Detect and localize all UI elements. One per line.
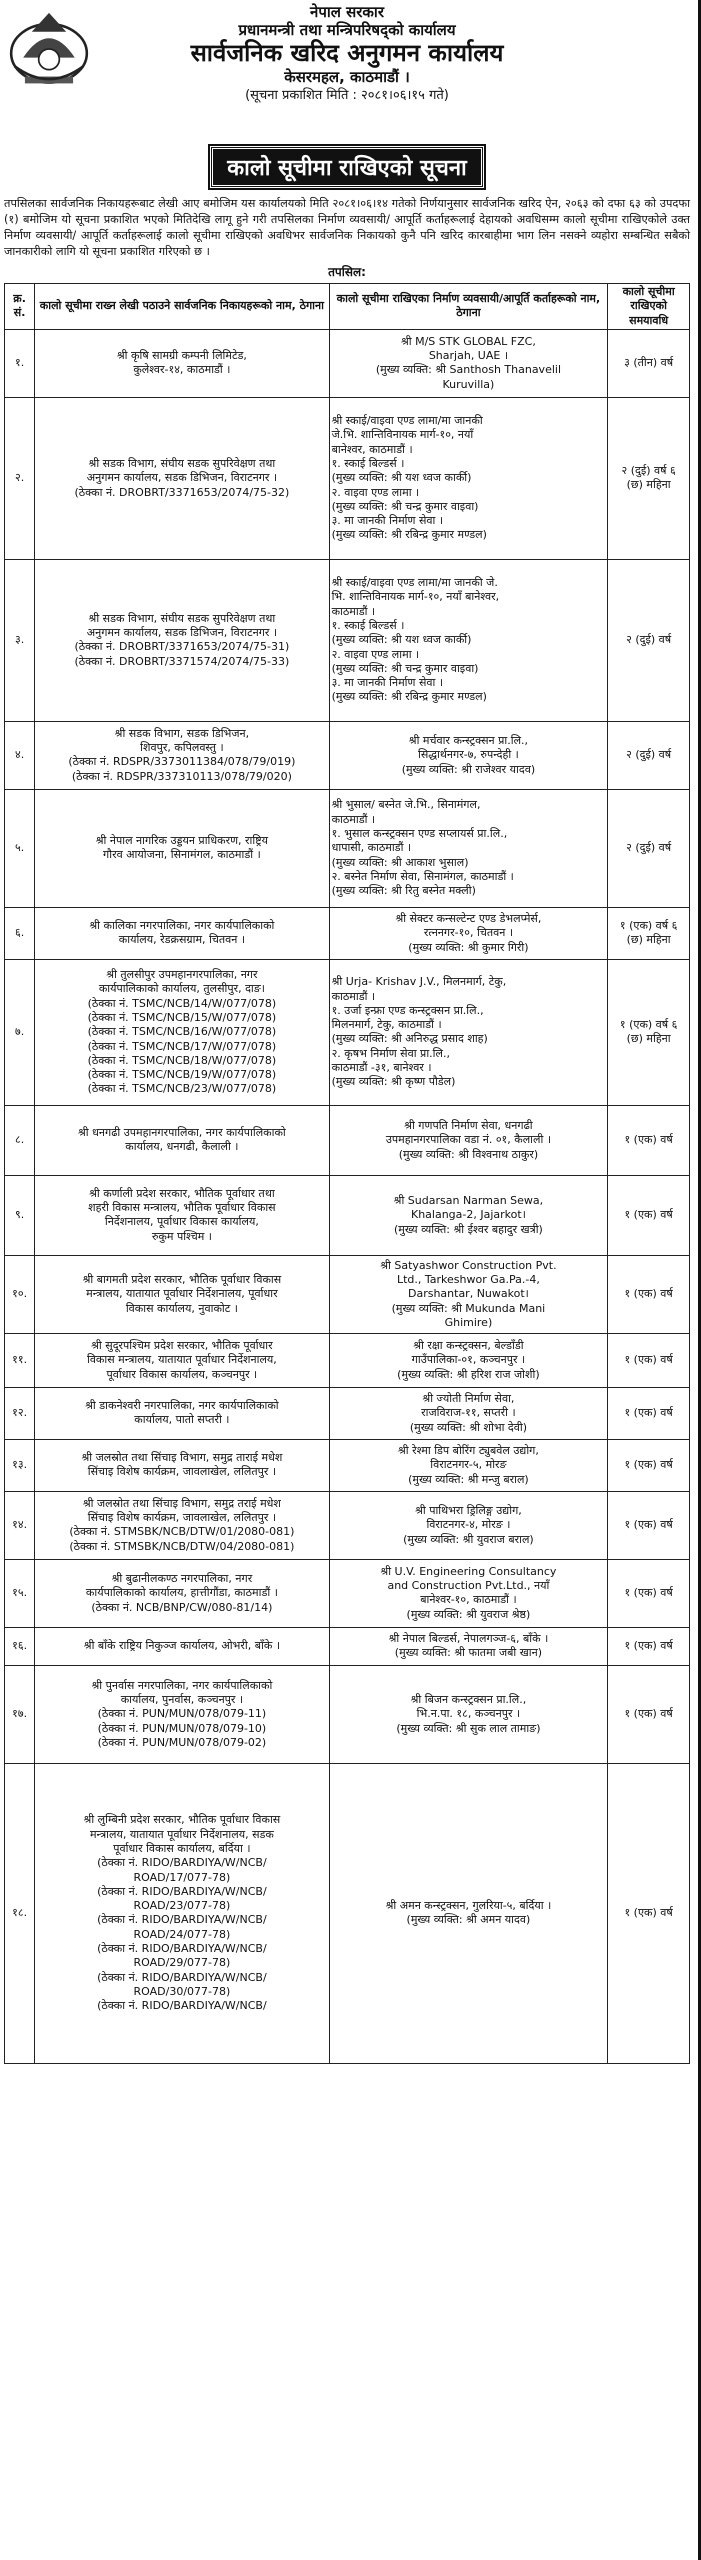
row-firm-line: ३. मा जानकी निर्माण सेवा । [331, 514, 444, 528]
row-firm-line: श्री स्काई/वाइवा एण्ड लामा/मा जानकी जे. [331, 576, 498, 590]
header-firm: कालो सूचीमा राखिएका निर्माण व्यवसायी/आपूर्ति कर्ताहरूको नाम, ठेगाना [329, 284, 608, 330]
row-duration-line: १ (एक) वर्ष [624, 1707, 673, 1721]
row-firm-line: जे.भि. शान्तिविनायक मार्ग-१०, नयाँ [331, 428, 474, 442]
table-row [5, 1333, 690, 1387]
row-duration [608, 329, 690, 397]
row-firm-line: (मुख्य व्यक्ति: श्री रबिन्द्र कुमार मण्डल) [331, 690, 487, 704]
row-serial: ११. [5, 1333, 35, 1387]
row-office-line: ROAD/29/077-78) [133, 1956, 231, 1970]
row-duration-line: २ (दुई) वर्ष [626, 841, 672, 855]
row-firm-line: (मुख्य व्यक्ति: श्री यश ध्वज कार्की) [331, 471, 472, 485]
row-office-line: कार्यालय, पुनर्वास, कञ्चनपुर । [120, 1692, 244, 1706]
header-duration: कालो सूचीमा राखिएको समयावधि [608, 284, 690, 330]
table-header-row [5, 284, 690, 330]
row-office-line: कार्यालय, रेडक्रसग्राम, चितवन । [118, 933, 246, 947]
row-duration [608, 959, 690, 1105]
row-firm-line: श्री बिजन कन्स्ट्रक्सन प्रा.लि., [410, 1692, 527, 1706]
row-office-line: (ठेक्का नं. PUN/MUN/078/079-02) [97, 1735, 267, 1749]
row-firm-line: मिलनमार्ग, टेकु, काठमाडौं । [331, 1018, 442, 1032]
row-office-line: सिंचाइ विशेष कार्यक्रम, जावलाखेल, ललितपुर । [87, 1465, 277, 1479]
row-firm-line: विराटनगर-५, मोरङ [430, 1458, 507, 1472]
row-office-line: पूर्वाधार विकास कार्यालय, कञ्चनपुर । [106, 1367, 258, 1381]
row-firm-line: श्री Satyashwor Construction Pvt. [380, 1258, 557, 1272]
row-firm-line: (मुख्य व्यक्ति: श्री युवराज श्रेष्ठ) [406, 1607, 531, 1621]
row-office [35, 1105, 329, 1175]
table-row [5, 1105, 690, 1175]
row-firm-line: Sharjah, UAE । [428, 349, 508, 363]
table-row [5, 1255, 690, 1333]
row-firm-line: श्री नेपाल बिल्डर्स, नेपालगञ्ज-६, बाँके । [388, 1632, 549, 1646]
blacklist-table [4, 283, 690, 2064]
row-firm-line: बानेश्वर-१०, काठमाडौं । [420, 1593, 517, 1607]
row-office [35, 1559, 329, 1627]
row-duration [608, 397, 690, 559]
row-firm-line: (मुख्य व्यक्ति: श्री युवराज बराल) [403, 1532, 534, 1546]
row-firm-line: राजविराज-११, सप्तरी । [421, 1406, 516, 1420]
row-office [35, 1387, 329, 1439]
row-office-line: (ठेक्का नं. DROBRT/3371653/2074/75-32) [74, 485, 290, 499]
row-firm-line: (मुख्य व्यक्ति: श्री कृष्ण पौडेल) [331, 1075, 456, 1089]
row-firm-line: काठमाडौं । [331, 812, 376, 826]
row-firm [329, 1439, 608, 1491]
row-office-line: (ठेक्का नं. RDSPR/337310113/078/79/020) [71, 769, 292, 783]
row-duration-line: १ (एक) वर्ष ६ [619, 1018, 678, 1032]
row-firm-line: (मुख्य व्यक्ति: श्री ईश्वर बहादुर खत्री) [393, 1222, 543, 1236]
row-office-line: श्री तुलसीपुर उपमहानगरपालिका, नगर [106, 968, 258, 982]
row-firm-line: भि. शान्तिविनायक मार्ग-१०, नयाँ बानेश्वर, [331, 590, 500, 604]
row-firm [329, 1387, 608, 1439]
table-row [5, 1665, 690, 1763]
row-office-line: श्री लुम्बिनी प्रदेश सरकार, भौतिक पूर्वाधार विकास [83, 1813, 281, 1827]
table-row [5, 907, 690, 959]
row-office-line: गौरव आयोजना, सिनामंगल, काठमाडौं । [103, 848, 261, 862]
row-firm-line: धापासी, काठमाडौं । [331, 841, 412, 855]
row-firm-line: (मुख्य व्यक्ति: श्री हरिश राज जोशी) [397, 1367, 540, 1381]
row-serial: ३. [5, 559, 35, 721]
row-office-line: श्री सडक विभाग, संघीय सडक सुपरिवेक्षण तथा [88, 456, 276, 470]
header-publish-date: (सूचना प्रकाशित मिति : २०८१।०६।१५ गते) [245, 88, 449, 103]
row-firm-line: (मुख्य व्यक्ति: श्री राजेश्वर यादव) [401, 762, 536, 776]
row-firm-line: (मुख्य व्यक्ति: श्री यश ध्वज कार्की) [331, 633, 472, 647]
row-firm [329, 907, 608, 959]
row-office-line: (ठेक्का नं. DROBRT/3371574/2074/75-33) [74, 654, 290, 668]
row-firm [329, 1763, 608, 2063]
row-office [35, 1175, 329, 1255]
row-office-line: श्री सडक विभाग, सडक डिभिजन, [114, 726, 250, 740]
row-duration-line: (छ) महिना [626, 478, 671, 492]
header-line-2: प्रधानमन्त्री तथा मन्त्रिपरिषद्को कार्यालय [238, 21, 456, 39]
row-office-line: (ठेक्का नं. RIDO/BARDIYA/W/NCB/ [97, 1970, 267, 1984]
row-duration [608, 1491, 690, 1559]
row-duration [608, 559, 690, 721]
row-serial: १४. [5, 1491, 35, 1559]
row-office [35, 907, 329, 959]
row-firm-line: (मुख्य व्यक्ति: श्री कुमार गिरी) [408, 940, 529, 954]
row-duration-line: १ (एक) वर्ष [624, 1208, 673, 1222]
table-row [5, 397, 690, 559]
row-serial: ८. [5, 1105, 35, 1175]
row-office [35, 1627, 329, 1665]
row-firm-line: (मुख्य व्यक्ति: श्री रितु बस्नेत मक्ली) [331, 884, 476, 898]
row-office-line: अनुगमन कार्यालय, सडक डिभिजन, विराटनगर । [86, 626, 278, 640]
row-office-line: मन्त्रालय, यातायात पूर्वाधार निर्देशनालय, सडक [89, 1827, 274, 1841]
row-office-line: (ठेक्का नं. STMSBK/NCB/DTW/01/2080-081) [69, 1525, 295, 1539]
row-office-line: श्री कालिका नगरपालिका, नगर कार्यपालिकाको [89, 919, 275, 933]
row-office-line: श्री धनगढी उपमहानगरपालिका, नगर कार्यपालिकाको [78, 1126, 286, 1140]
header [4, 4, 690, 142]
row-office-line: श्री कर्णाली प्रदेश सरकार, भौतिक पूर्वाधार तथा [89, 1186, 275, 1200]
row-firm [329, 1255, 608, 1333]
row-firm-line: श्री पाथिभरा ड्रिलिङ्ग उद्योग, [415, 1503, 522, 1517]
row-office-line: (ठेक्का नं. RIDO/BARDIYA/W/NCB/ [97, 1941, 267, 1955]
row-office-line: ROAD/23/077-78) [133, 1899, 231, 1913]
nepal-government-emblem-icon [6, 6, 92, 92]
row-office-line: श्री सडक विभाग, संघीय सडक सुपरिवेक्षण तथा [88, 611, 276, 625]
table-body [5, 329, 690, 2063]
row-office-line: ROAD/24/077-78) [133, 1927, 231, 1941]
row-firm-line: (मुख्य व्यक्ति: श्री अमन यादव) [406, 1913, 531, 1927]
row-firm-line: २. बस्नेत निर्माण सेवा, सिनामंगल, काठमाडौं । [331, 869, 514, 883]
row-office-line: कुलेश्वर-१४, काठमाडौं । [133, 363, 231, 377]
row-serial: १२. [5, 1387, 35, 1439]
row-serial: ७. [5, 959, 35, 1105]
row-duration-line: १ (एक) वर्ष [624, 1406, 673, 1420]
row-office-line: शिवपुर, कपिलवस्तु । [140, 741, 224, 755]
banner-wrap [4, 146, 690, 188]
row-office-line: (ठेक्का नं. TSMC/NCB/17/W/077/078) [87, 1039, 277, 1053]
row-office-line: श्री बुढानीलकण्ठ नगरपालिका, नगर [111, 1571, 253, 1585]
row-firm-line: श्री गणपति निर्माण सेवा, धनगढी [404, 1118, 533, 1132]
row-firm [329, 397, 608, 559]
table-row [5, 329, 690, 397]
row-firm-line: १. स्काई बिल्डर्स । [331, 618, 405, 632]
row-firm-line: (मुख्य व्यक्ति: श्री शोभा देवी) [409, 1420, 528, 1434]
row-office-line: श्री बाँके राष्ट्रिय निकुञ्ज कार्यालय, ओभरी, बाँके । [83, 1639, 280, 1653]
row-office-line: (ठेक्का नं. DROBRT/3371653/2074/75-31) [74, 640, 290, 654]
row-firm [329, 1333, 608, 1387]
table-row [5, 1439, 690, 1491]
row-duration [608, 1627, 690, 1665]
row-duration [608, 1333, 690, 1387]
row-serial: १३. [5, 1439, 35, 1491]
table-row [5, 559, 690, 721]
row-office-line: पूर्वाधार विकास कार्यालय, बर्दिया । [113, 1841, 251, 1855]
table-row [5, 1763, 690, 2063]
row-office-line: श्री पुनर्वास नगरपालिका, नगर कार्यपालिकाको [91, 1678, 273, 1692]
row-firm-line: (मुख्य व्यक्ति: श्री रबिन्द्र कुमार मण्डल) [331, 528, 487, 542]
header-address: केसरमहल, काठमाडौं । [284, 68, 410, 86]
table-row [5, 1491, 690, 1559]
row-firm [329, 329, 608, 397]
row-office [35, 959, 329, 1105]
row-duration [608, 1255, 690, 1333]
row-firm-line: श्री Sudarsan Narman Sewa, [393, 1193, 544, 1207]
row-firm-line: Darshantar, Nuwakot। [407, 1287, 529, 1301]
row-firm-line: (मुख्य व्यक्ति: श्री चन्द्र कुमार वाइवा) [331, 499, 479, 513]
row-office-line: श्री सुदूरपश्चिम प्रदेश सरकार, भौतिक पूर्वाधार [91, 1338, 273, 1352]
row-firm-line: Khalanga-2, Jajarkot। [410, 1208, 526, 1222]
row-duration [608, 1387, 690, 1439]
row-duration-line: १ (एक) वर्ष [624, 1287, 673, 1301]
row-firm-line: (मुख्य व्यक्ति: श्री आकाश भुसाल) [331, 855, 469, 869]
table-row [5, 721, 690, 789]
row-office-line: कार्यालय, पातो सप्तरी । [134, 1413, 230, 1427]
row-office-line: विकास कार्यालय, नुवाकोट । [125, 1301, 238, 1315]
row-duration [608, 1439, 690, 1491]
row-firm-line: (मुख्य व्यक्ति: श्री फातमा जबी खान) [394, 1646, 543, 1660]
row-firm-line: Kuruvilla) [442, 377, 495, 391]
row-firm-line: सिद्धार्थनगर-७, रुपन्देही । [417, 748, 519, 762]
row-office-line: (ठेक्का नं. RIDO/BARDIYA/W/NCB/ [97, 1913, 267, 1927]
row-firm-line: विराटनगर-४, मोरङ । [426, 1518, 511, 1532]
row-office [35, 329, 329, 397]
row-office-line: निर्देशनालय, पूर्वाधार विकास कार्यालय, [104, 1215, 259, 1229]
row-firm [329, 1491, 608, 1559]
row-firm-line: (मुख्य व्यक्ति: श्री अनिरुद्ध प्रसाद शाह) [331, 1032, 488, 1046]
row-office-line: मन्त्रालय, यातायात पूर्वाधार निर्देशनालय, पूर्वाधार [86, 1287, 278, 1301]
row-serial: ९. [5, 1175, 35, 1255]
row-firm-line: काठमाडौं । [331, 989, 376, 1003]
row-firm-line: २. कृषभ निर्माण सेवा प्रा.लि., [331, 1046, 450, 1060]
row-serial: ६. [5, 907, 35, 959]
row-duration-line: १ (एक) वर्ष ६ [619, 919, 678, 933]
row-office [35, 1333, 329, 1387]
table-row [5, 789, 690, 907]
row-firm-line: १. स्काई बिल्डर्स । [331, 456, 405, 470]
row-duration-line: ३ (तीन) वर्ष [624, 356, 674, 370]
row-firm-line: १. उर्जा इन्फ्रा एण्ड कन्स्ट्रक्सन प्रा.लि., [331, 1003, 484, 1017]
row-office-line: (ठेक्का नं. TSMC/NCB/16/W/077/078) [87, 1025, 277, 1039]
row-serial: १८. [5, 1763, 35, 2063]
row-office-line: श्री जलस्रोत तथा सिंचाइ विभाग, समुद्र ताराई मधेश [81, 1451, 283, 1465]
row-office-line: (ठेक्का नं. RDSPR/3373011384/078/79/019) [68, 755, 296, 769]
row-duration-line: २ (दुई) वर्ष [626, 748, 672, 762]
row-firm [329, 721, 608, 789]
row-firm-line: (मुख्य व्यक्ति: श्री Mukunda Mani [391, 1301, 546, 1315]
table-row [5, 1559, 690, 1627]
row-office-line: (ठेक्का नं. RIDO/BARDIYA/W/NCB/ [97, 1884, 267, 1898]
row-firm-line: काठमाडौं । [331, 604, 376, 618]
row-office [35, 559, 329, 721]
header-serial: क्र. सं. [5, 284, 35, 330]
row-duration-line: २ (दुई) वर्ष [626, 633, 672, 647]
row-serial: २. [5, 397, 35, 559]
row-office-line: (ठेक्का नं. STMSBK/NCB/DTW/04/2080-081) [69, 1539, 295, 1553]
row-firm-line: रत्ननगर-१०, चितवन । [423, 926, 513, 940]
row-duration [608, 721, 690, 789]
row-office-line: श्री डाकनेश्वरी नगरपालिका, नगर कार्यपालिकाको [85, 1399, 279, 1413]
row-firm [329, 1105, 608, 1175]
row-duration [608, 907, 690, 959]
row-duration [608, 1175, 690, 1255]
row-office-line: ROAD/30/077-78) [133, 1984, 231, 1998]
row-office-line: (ठेक्का नं. PUN/MUN/078/079-11) [97, 1707, 267, 1721]
row-office-line: विकास मन्त्रालय, यातायात पूर्वाधार निर्देशनालय, [86, 1353, 277, 1367]
row-firm-line: श्री रेश्मा डिप बोरिंग ट्युबवेल उद्योग, [397, 1443, 539, 1457]
row-office-line: (ठेक्का नं. RIDO/BARDIYA/W/NCB/ [97, 1999, 267, 2013]
row-firm-line: (मुख्य व्यक्ति: श्री चन्द्र कुमार वाइवा) [331, 661, 479, 675]
row-firm-line: and Construction Pvt.Ltd., नयाँ [387, 1579, 550, 1593]
row-office [35, 789, 329, 907]
row-office-line: श्री जलस्रोत तथा सिंचाइ विभाग, समुद्र तराई मधेश [82, 1496, 281, 1510]
row-firm-line: ३. मा जानकी निर्माण सेवा । [331, 676, 444, 690]
row-duration-line: १ (एक) वर्ष [624, 1639, 673, 1653]
row-office-line: ROAD/17/077-78) [133, 1870, 231, 1884]
header-office-title: सार्वजनिक खरिद अनुगमन कार्यालय [190, 39, 504, 67]
row-firm [329, 559, 608, 721]
row-office [35, 397, 329, 559]
row-duration-line: (छ) महिना [626, 1032, 671, 1046]
row-office-line: अनुगमन कार्यालय, सडक डिभिजन, विराटनगर । [86, 471, 278, 485]
row-firm-line: श्री ज्योती निर्माण सेवा, [422, 1391, 515, 1405]
row-office-line: (ठेक्का नं. PUN/MUN/078/079-10) [97, 1721, 267, 1735]
row-office-line: (ठेक्का नं. NCB/BNP/CW/080-81/14) [91, 1600, 273, 1614]
row-duration [608, 1559, 690, 1627]
row-office [35, 1255, 329, 1333]
row-office-line: (ठेक्का नं. TSMC/NCB/23/W/077/078) [87, 1082, 277, 1096]
row-office-line: (ठेक्का नं. TSMC/NCB/15/W/077/078) [87, 1010, 277, 1024]
row-serial: १०. [5, 1255, 35, 1333]
row-firm-line: (मुख्य व्यक्ति: श्री Santhosh Thanavelil [375, 363, 562, 377]
row-serial: ५. [5, 789, 35, 907]
row-firm-line: श्री भुसाल/ बस्नेत जे.भि., सिनामंगल, [331, 798, 481, 812]
intro-paragraph: तपसिलका सार्वजनिक निकायहरूबाट लेखी आए बमोजिम यस कार्यालयको मिति २०८१।०६।१४ गतेको निर्णयानुसार सार्वजनिक खरिद ऐन, २०६३ को दफा ६३ को उपदफा (१) बमोजिम यो सूचना प्रकाशित भएको मितिदेखि लागू हुने गरी तपसिलका निर्माण व्यवसायी/ आपूर्ति कर्ताहरूलाई देहायको अवधिसम्म कालो सूचीमा राखिएकोले उक्त निर्माण व्यवसायी/ आपूर्ति कर्ताहरूलाई कालो सूचीमा राखिएको अवधिभर सार्वजनिक निकायको कुनै पनि खरिद कारबाहीमा भाग लिन नसक्ने व्यहोरा सम्बन्धित सबैको जानकारीको लागि यो सूचना प्रकाशित गरिएको छ । [4, 197, 690, 258]
row-firm-line: २. वाइवा एण्ड लामा । [331, 485, 420, 499]
row-office [35, 721, 329, 789]
row-office [35, 1439, 329, 1491]
row-serial: ४. [5, 721, 35, 789]
row-firm-line: भि.न.पा. १८, कञ्चनपुर । [416, 1707, 521, 1721]
row-firm [329, 1627, 608, 1665]
table-row [5, 1627, 690, 1665]
table-row [5, 959, 690, 1105]
row-office-line: रुकुम पश्चिम । [151, 1229, 212, 1243]
row-firm [329, 1559, 608, 1627]
row-duration-line: १ (एक) वर्ष [624, 1906, 673, 1920]
row-office [35, 1763, 329, 2063]
table-row [5, 1175, 690, 1255]
row-office-line: कार्यपालिकाको कार्यालय, तुलसीपुर, दाङ। [98, 982, 265, 996]
row-duration [608, 1665, 690, 1763]
row-firm-line: (मुख्य व्यक्ति: श्री मन्जु बराल) [408, 1472, 529, 1486]
row-firm-line: (मुख्य व्यक्ति: श्री सुक लाल तामाङ) [396, 1721, 541, 1735]
row-duration [608, 1763, 690, 2063]
row-firm [329, 789, 608, 907]
row-duration-line: १ (एक) वर्ष [624, 1586, 673, 1600]
tapsil-heading: तपसिल: [328, 265, 366, 279]
row-office-line: (ठेक्का नं. TSMC/NCB/19/W/077/078) [87, 1068, 277, 1082]
row-firm [329, 1665, 608, 1763]
row-firm-line: श्री अमन कन्स्ट्रक्सन, गुलरिया-५, बर्दिया । [385, 1899, 552, 1913]
row-office-line: सिंचाइ विशेष कार्यक्रम, जावलाखेल, ललितपुर । [87, 1511, 277, 1525]
row-firm-line: श्री मर्चवार कन्स्ट्रक्सन प्रा.लि., [408, 733, 529, 747]
row-firm-line: १. भुसाल कन्स्ट्रक्सन एण्ड सप्लायर्स प्रा.लि., [331, 826, 508, 840]
row-firm-line: २. वाइवा एण्ड लामा । [331, 647, 420, 661]
row-firm-line: Ghimire) [444, 1315, 493, 1329]
row-office-line: (ठेक्का नं. TSMC/NCB/18/W/077/078) [87, 1053, 277, 1067]
row-office-line: (ठेक्का नं. TSMC/NCB/14/W/077/078) [87, 996, 277, 1010]
row-duration-line: १ (एक) वर्ष [624, 1458, 673, 1472]
row-duration-line: २ (दुई) वर्ष ६ [621, 464, 676, 478]
row-firm-line: श्री रक्षा कन्स्ट्रक्सन, बेल्डाँडी [413, 1338, 524, 1352]
row-firm-line: श्री सेक्टर कन्सल्टेन्ट एण्ड डेभलप्मेर्स, [395, 911, 542, 925]
row-office [35, 1665, 329, 1763]
row-office-line: कार्यपालिकाको कार्यालय, हात्तीगौंडा, काठमाडौं । [85, 1586, 278, 1600]
row-firm-line: (मुख्य व्यक्ति: श्री विश्वनाथ ठाकुर) [398, 1147, 539, 1161]
row-duration-line: १ (एक) वर्ष [624, 1518, 673, 1532]
row-serial: १६. [5, 1627, 35, 1665]
header-line-1: नेपाल सरकार [310, 3, 384, 21]
row-firm-line: गाउँपालिका-०१, कञ्चनपुर । [411, 1353, 526, 1367]
row-serial: १. [5, 329, 35, 397]
row-serial: १७. [5, 1665, 35, 1763]
row-serial: १५. [5, 1559, 35, 1627]
row-firm [329, 1175, 608, 1255]
notice-banner: कालो सूचीमा राखिएको सूचना [210, 146, 483, 188]
row-duration-line: १ (एक) वर्ष [624, 1133, 673, 1147]
row-firm [329, 959, 608, 1105]
row-office-line: शहरी विकास मन्त्रालय, भौतिक पूर्वाधार विकास [88, 1201, 276, 1215]
row-office-line: श्री बागमती प्रदेश सरकार, भौतिक पूर्वाधार विकास [82, 1272, 282, 1286]
row-firm-line: श्री U.V. Engineering Consultancy [380, 1564, 557, 1578]
row-office-line: कार्यालय, धनगढी, कैलाली । [125, 1140, 239, 1154]
row-firm-line: Ltd., Tarkeshwor Ga.Pa.-4, [396, 1272, 540, 1286]
row-office-line: श्री नेपाल नागरिक उड्डयन प्राधिकरण, राष्ट्रिय [95, 834, 269, 848]
row-firm-line: श्री Urja- Krishav J.V., मिलनमार्ग, टेकु, [331, 975, 507, 989]
row-office-line: (ठेक्का नं. RIDO/BARDIYA/W/NCB/ [97, 1856, 267, 1870]
row-firm-line: बानेश्वर, काठमाडौं । [331, 442, 413, 456]
header-office: कालो सूचीमा राख्न लेखी पठाउने सार्वजनिक निकायहरूको नाम, ठेगाना [35, 284, 329, 330]
row-duration [608, 1105, 690, 1175]
table-row [5, 1387, 690, 1439]
row-firm-line: काठमाडौं -३१, बानेश्वर । [331, 1060, 432, 1074]
row-firm-line: श्री M/S STK GLOBAL FZC, [400, 334, 536, 348]
row-duration-line: (छ) महिना [626, 933, 671, 947]
row-office-line: श्री कृषि सामग्री कम्पनी लिमिटेड, [116, 349, 247, 363]
row-duration-line: १ (एक) वर्ष [624, 1353, 673, 1367]
row-duration [608, 789, 690, 907]
row-firm-line: उपमहानगरपालिका वडा नं. ०१, कैलाली । [385, 1133, 551, 1147]
row-firm-line: श्री स्काई/वाइवा एण्ड लामा/मा जानकी [331, 414, 483, 428]
row-office [35, 1491, 329, 1559]
